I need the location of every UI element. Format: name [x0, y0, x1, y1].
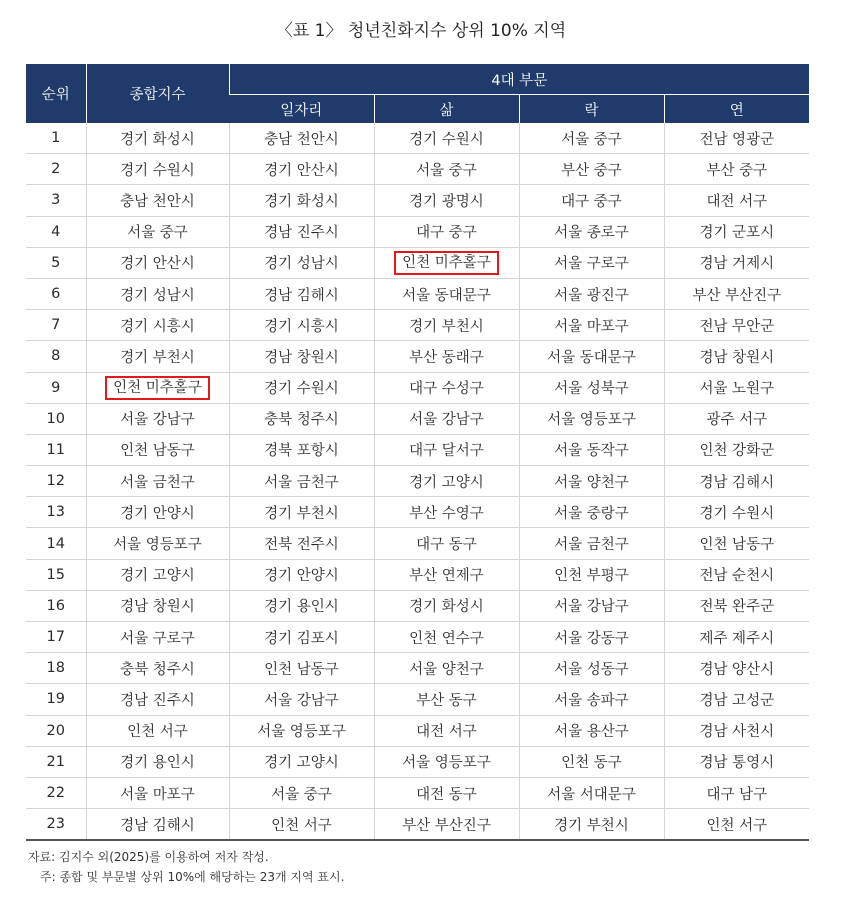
- ranking-table: [26, 64, 809, 841]
- table-row: [26, 715, 809, 746]
- header-sector-yeon: 연: [664, 95, 809, 124]
- cell-job: 경기 시흥시: [229, 310, 374, 341]
- table-row: [26, 278, 809, 309]
- cell-yeon: 경남 통영시: [664, 746, 809, 777]
- table-row: [26, 777, 809, 808]
- table-row: [26, 123, 809, 154]
- cell-life: 대구 중구: [374, 216, 519, 247]
- table-row: [26, 185, 809, 216]
- cell-job: 경기 용인시: [229, 590, 374, 621]
- cell-job: 경기 안산시: [229, 154, 374, 185]
- cell-rank: 18: [26, 653, 86, 684]
- cell-life: 부산 동래구: [374, 341, 519, 372]
- cell-life: 서울 동대문구: [374, 278, 519, 309]
- cell-life: 서울 양천구: [374, 653, 519, 684]
- cell-rank: 2: [26, 154, 86, 185]
- cell-rank: 7: [26, 310, 86, 341]
- cell-rank: 11: [26, 434, 86, 465]
- cell-yeon: 경남 김해시: [664, 466, 809, 497]
- cell-yeon: 대전 서구: [664, 185, 809, 216]
- cell-rank: 17: [26, 622, 86, 653]
- cell-job: 서울 금천구: [229, 466, 374, 497]
- cell-composite: 경기 성남시: [86, 278, 229, 309]
- cell-yeon: 전남 무안군: [664, 310, 809, 341]
- cell-life: 부산 수영구: [374, 497, 519, 528]
- cell-rank: 12: [26, 466, 86, 497]
- cell-yeon: 인천 남동구: [664, 528, 809, 559]
- footnote: 주: 종합 및 부문별 상위 10%에 해당하는 23개 지역 표시.: [40, 870, 345, 884]
- cell-composite: 경기 수원시: [86, 154, 229, 185]
- cell-job: 전북 전주시: [229, 528, 374, 559]
- cell-rak: 서울 종로구: [519, 216, 664, 247]
- cell-yeon: 경기 수원시: [664, 497, 809, 528]
- cell-rak: 서울 용산구: [519, 715, 664, 746]
- cell-composite: [86, 372, 229, 403]
- cell-rak: 서울 동대문구: [519, 341, 664, 372]
- cell-yeon: 전남 순천시: [664, 559, 809, 590]
- table-row: [26, 154, 809, 185]
- cell-life: 대구 동구: [374, 528, 519, 559]
- cell-job: 경남 김해시: [229, 278, 374, 309]
- cell-composite: 충북 청주시: [86, 653, 229, 684]
- cell-life: 부산 연제구: [374, 559, 519, 590]
- cell-life: 대전 서구: [374, 715, 519, 746]
- cell-rank: 8: [26, 341, 86, 372]
- cell-yeon: 경남 양산시: [664, 653, 809, 684]
- cell-life: 경기 수원시: [374, 123, 519, 154]
- table-row: [26, 497, 809, 528]
- cell-job: 경남 창원시: [229, 341, 374, 372]
- cell-rak: 서울 동작구: [519, 434, 664, 465]
- table-row: [26, 434, 809, 465]
- table-row: [26, 590, 809, 621]
- cell-yeon: 경남 사천시: [664, 715, 809, 746]
- cell-rank: 23: [26, 809, 86, 841]
- cell-composite: 서울 금천구: [86, 466, 229, 497]
- table-row: [26, 746, 809, 777]
- cell-life: 부산 부산진구: [374, 809, 519, 841]
- header-sector-group: 4대 부문: [229, 64, 809, 95]
- cell-rak: 서울 송파구: [519, 684, 664, 715]
- cell-composite: 경기 고양시: [86, 559, 229, 590]
- cell-rak: 서울 양천구: [519, 466, 664, 497]
- cell-composite: 경기 안산시: [86, 247, 229, 278]
- cell-rak: 경기 부천시: [519, 809, 664, 841]
- cell-rak: 인천 부평구: [519, 559, 664, 590]
- highlighted-cell-text: 인천 미추홀구: [105, 376, 210, 400]
- cell-yeon: 경남 거제시: [664, 247, 809, 278]
- header-sector-rak: 락: [519, 95, 664, 124]
- cell-rak: 대구 중구: [519, 185, 664, 216]
- table-row: [26, 341, 809, 372]
- cell-rank: 16: [26, 590, 86, 621]
- cell-composite: 경기 시흥시: [86, 310, 229, 341]
- cell-rank: 4: [26, 216, 86, 247]
- cell-composite: 경남 진주시: [86, 684, 229, 715]
- cell-composite: 서울 마포구: [86, 777, 229, 808]
- cell-rank: 6: [26, 278, 86, 309]
- cell-rak: 서울 마포구: [519, 310, 664, 341]
- cell-life: 경기 화성시: [374, 590, 519, 621]
- cell-rak: 인천 동구: [519, 746, 664, 777]
- cell-life: 대구 달서구: [374, 434, 519, 465]
- cell-job: 경남 진주시: [229, 216, 374, 247]
- cell-life: 서울 영등포구: [374, 746, 519, 777]
- cell-rank: 1: [26, 123, 86, 154]
- header-rank: 순위: [26, 64, 86, 123]
- cell-rank: 14: [26, 528, 86, 559]
- table-row: [26, 247, 809, 278]
- cell-life: 인천 연수구: [374, 622, 519, 653]
- cell-yeon: 제주 제주시: [664, 622, 809, 653]
- table-header: [26, 64, 809, 123]
- cell-yeon: 경기 군포시: [664, 216, 809, 247]
- table-row: [26, 528, 809, 559]
- cell-rak: 서울 구로구: [519, 247, 664, 278]
- cell-rank: 22: [26, 777, 86, 808]
- cell-life: 경기 고양시: [374, 466, 519, 497]
- cell-yeon: 대구 남구: [664, 777, 809, 808]
- table-body: [26, 123, 809, 840]
- cell-life: 경기 부천시: [374, 310, 519, 341]
- cell-rank: 21: [26, 746, 86, 777]
- table-row: [26, 559, 809, 590]
- cell-job: 충북 청주시: [229, 403, 374, 434]
- highlighted-cell-text: 인천 미추홀구: [394, 251, 499, 275]
- cell-job: 경기 화성시: [229, 185, 374, 216]
- cell-life: 경기 광명시: [374, 185, 519, 216]
- cell-composite: 인천 서구: [86, 715, 229, 746]
- cell-yeon: 서울 노원구: [664, 372, 809, 403]
- cell-job: 인천 남동구: [229, 653, 374, 684]
- cell-rank: 13: [26, 497, 86, 528]
- cell-job: 경기 고양시: [229, 746, 374, 777]
- cell-yeon: 경남 창원시: [664, 341, 809, 372]
- table-title: 〈표 1〉 청년친화지수 상위 10% 지역: [275, 21, 567, 41]
- cell-rak: 부산 중구: [519, 154, 664, 185]
- cell-composite: 경기 부천시: [86, 341, 229, 372]
- table-row: [26, 403, 809, 434]
- cell-composite: 충남 천안시: [86, 185, 229, 216]
- table-row: [26, 653, 809, 684]
- cell-composite: 서울 중구: [86, 216, 229, 247]
- cell-yeon: 인천 서구: [664, 809, 809, 841]
- cell-life: 부산 동구: [374, 684, 519, 715]
- cell-rak: 서울 금천구: [519, 528, 664, 559]
- cell-job: 서울 중구: [229, 777, 374, 808]
- table-row: [26, 216, 809, 247]
- cell-rank: 15: [26, 559, 86, 590]
- header-sector-job: 일자리: [229, 95, 374, 124]
- table-row: [26, 809, 809, 841]
- table-row: [26, 466, 809, 497]
- cell-rak: 서울 중구: [519, 123, 664, 154]
- cell-yeon: 전북 완주군: [664, 590, 809, 621]
- source-note: 자료: 김지수 외(2025)를 이용하여 저자 작성.: [28, 850, 269, 864]
- cell-composite: 서울 강남구: [86, 403, 229, 434]
- cell-job: 충남 천안시: [229, 123, 374, 154]
- cell-yeon: 경남 고성군: [664, 684, 809, 715]
- table-row: [26, 684, 809, 715]
- cell-rak: 서울 서대문구: [519, 777, 664, 808]
- cell-yeon: 광주 서구: [664, 403, 809, 434]
- cell-rank: 10: [26, 403, 86, 434]
- cell-job: 경기 수원시: [229, 372, 374, 403]
- cell-rak: 서울 성북구: [519, 372, 664, 403]
- cell-yeon: 인천 강화군: [664, 434, 809, 465]
- cell-rak: 서울 강남구: [519, 590, 664, 621]
- cell-life: [374, 247, 519, 278]
- cell-rak: 서울 성동구: [519, 653, 664, 684]
- table-row: [26, 622, 809, 653]
- cell-rank: 20: [26, 715, 86, 746]
- cell-life: 대전 동구: [374, 777, 519, 808]
- header-sector-life: 삶: [374, 95, 519, 124]
- cell-rak: 서울 광진구: [519, 278, 664, 309]
- cell-rank: 3: [26, 185, 86, 216]
- cell-composite: 경기 안양시: [86, 497, 229, 528]
- cell-rak: 서울 중랑구: [519, 497, 664, 528]
- cell-life: 서울 강남구: [374, 403, 519, 434]
- cell-job: 경기 안양시: [229, 559, 374, 590]
- cell-composite: 서울 영등포구: [86, 528, 229, 559]
- cell-job: 서울 영등포구: [229, 715, 374, 746]
- cell-job: 경기 김포시: [229, 622, 374, 653]
- cell-rank: 5: [26, 247, 86, 278]
- table-row: [26, 372, 809, 403]
- cell-composite: 서울 구로구: [86, 622, 229, 653]
- cell-yeon: 부산 중구: [664, 154, 809, 185]
- header-composite: 종합지수: [86, 64, 229, 123]
- cell-composite: 경남 창원시: [86, 590, 229, 621]
- cell-job: 서울 강남구: [229, 684, 374, 715]
- cell-yeon: 부산 부산진구: [664, 278, 809, 309]
- cell-composite: 경남 김해시: [86, 809, 229, 841]
- cell-job: 경기 성남시: [229, 247, 374, 278]
- cell-job: 경북 포항시: [229, 434, 374, 465]
- cell-rak: 서울 영등포구: [519, 403, 664, 434]
- cell-life: 대구 수성구: [374, 372, 519, 403]
- cell-job: 경기 부천시: [229, 497, 374, 528]
- cell-composite: 인천 남동구: [86, 434, 229, 465]
- table-row: [26, 310, 809, 341]
- cell-rank: 9: [26, 372, 86, 403]
- cell-rank: 19: [26, 684, 86, 715]
- cell-composite: 경기 화성시: [86, 123, 229, 154]
- cell-life: 서울 중구: [374, 154, 519, 185]
- cell-composite: 경기 용인시: [86, 746, 229, 777]
- cell-yeon: 전남 영광군: [664, 123, 809, 154]
- cell-job: 인천 서구: [229, 809, 374, 841]
- cell-rak: 서울 강동구: [519, 622, 664, 653]
